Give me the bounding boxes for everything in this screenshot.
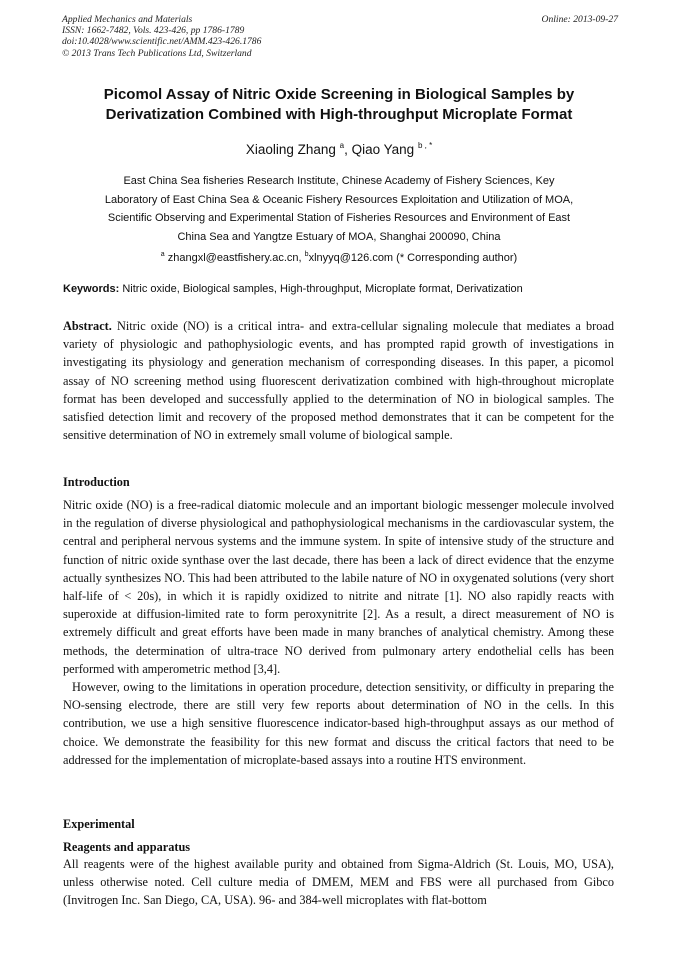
introduction-heading: Introduction [63, 475, 130, 489]
introduction-body [63, 496, 614, 769]
author-list [40, 137, 638, 159]
author-1: Xiaoling Zhang [245, 142, 336, 157]
author-2-affil-mark: b , * [417, 141, 433, 150]
keywords-text: Nitric oxide, Biological samples, High-throughput, Microplate format, Derivatization [122, 283, 523, 295]
email-b-mark: b [304, 251, 309, 259]
author-separator: , [344, 142, 352, 157]
abstract-label: Abstract. [63, 319, 112, 333]
introduction-paragraph-2: However, owing to the limitations in operation procedure, detection sensitivity, or difficulty in preparing the NO-sensing electrode, there are still very few reports about determination of NO in the cells. In this contribution, we use a high sensitive fluorescence indicator-based high-throughput assays as our method of choice. We demonstrate the feasibility for this new format and discuss the critical factors that need to be addressed for the implementation of microplate-based assays into a routine HTS environment. [63, 680, 614, 767]
experimental-heading: Experimental [63, 817, 135, 831]
online-date: Online: 2013-09-27 [541, 14, 618, 25]
affiliation-line-4: China Sea and Yangtze Estuary of MOA, Shanghai 200090, China [177, 230, 501, 243]
title-line-1: Picomol Assay of Nitric Oxide Screening in Biological Samples by [103, 86, 575, 103]
author-1-affil-mark: a [339, 141, 345, 150]
reagents-body [63, 855, 614, 910]
email-a: zhangxl@eastfishery.ac.cn, [167, 252, 302, 265]
abstract-text: Nitric oxide (NO) is a critical intra- and extra-cellular signaling molecule that mediates a broad variety of physiologic and pathophysiologic events, and has prompted rapid growth of investigations in investigating its physiology and generation mechanism of corresponding diseases. In this paper, a picomol assay of NO screening method using fluorescent derivatization combined with high-throughout microplate format has been developed and successfully applied to the determination of NO in biological samples. The satisfied detection limit and recovery of the proposed method demonstrates that it can be competent for the sensitive determination of NO in extremely small volume of biological sample. [63, 319, 615, 443]
journal-name: Applied Mechanics and Materials [62, 14, 193, 25]
email-a-mark: a [160, 251, 165, 259]
journal-header [62, 14, 618, 59]
affiliation-line-2: Laboratory of East China Sea & Oceanic Fishery Resources Exploitation and Utilization of MOA, [104, 193, 574, 206]
affiliation-line-3: Scientific Observing and Experimental Station of Fisheries Resources and Environment of East [107, 212, 571, 225]
abstract-paragraph [63, 317, 614, 444]
keywords [63, 282, 623, 297]
journal-doi: doi:10.4028/www.scientific.net/AMM.423-426.1786 [62, 36, 262, 48]
title-line-2: Derivatization Combined with High-throughput Microplate Format [105, 105, 573, 123]
paper-title [40, 85, 638, 124]
journal-copyright: © 2013 Trans Tech Publications Ltd, Switzerland [62, 47, 252, 59]
affiliation-line-1: East China Sea fisheries Research Institute, Chinese Academy of Fishery Sciences, Key [123, 175, 555, 187]
keywords-label: Keywords: [63, 283, 120, 295]
affiliation-block [40, 172, 638, 268]
email-b: xlnyyq@126.com (* Corresponding author) [308, 252, 518, 265]
abstract [63, 317, 614, 444]
author-2: Qiao Yang [351, 142, 415, 157]
reagents-paragraph: All reagents were of the highest available purity and obtained from Sigma-Aldrich (St. Louis, MO, USA), unless otherwise noted. Cell culture media of DMEM, MEM and FBS were all purchased from Gibco (Invitrogen Inc. San Diego, CA, USA). 96- and 384-well microplates with flat-bottom [63, 857, 614, 908]
journal-issn: ISSN: 1662-7482, Vols. 423-426, pp 1786-1789 [62, 25, 245, 37]
email-line [40, 246, 638, 268]
reagents-subheading: Reagents and apparatus [63, 840, 191, 854]
introduction-paragraph-1: Nitric oxide (NO) is a free-radical diatomic molecule and an important biologic messenger molecule involved in the regulation of diverse physiological and pathophysiological mechanisms in the cardiovascular system, the central and peripheral nervous systems and the immune system. In spite of intensive study of the structure and function of nitric oxide synthase over the last decade, there has been a lack of direct evidence that the enzyme actually synthesizes NO. This had been attributed to the labile nature of NO in oxygenated solutions (very short half-life of < 20s), in which it is rapidly oxidized to nitrite and nitrate [1]. NO also rapidly reacts with superoxide at diffusion-limited rate to form peroxynitrite [2]. As a result, a direct measurement of NO is extremely difficult and great efforts have been made in many branches of analytical chemistry. Among these methods, the determination of ultra-trace NO derived from pulmonary artery endothelial cells has been performed with amperometric method [3,4]. [63, 498, 614, 676]
